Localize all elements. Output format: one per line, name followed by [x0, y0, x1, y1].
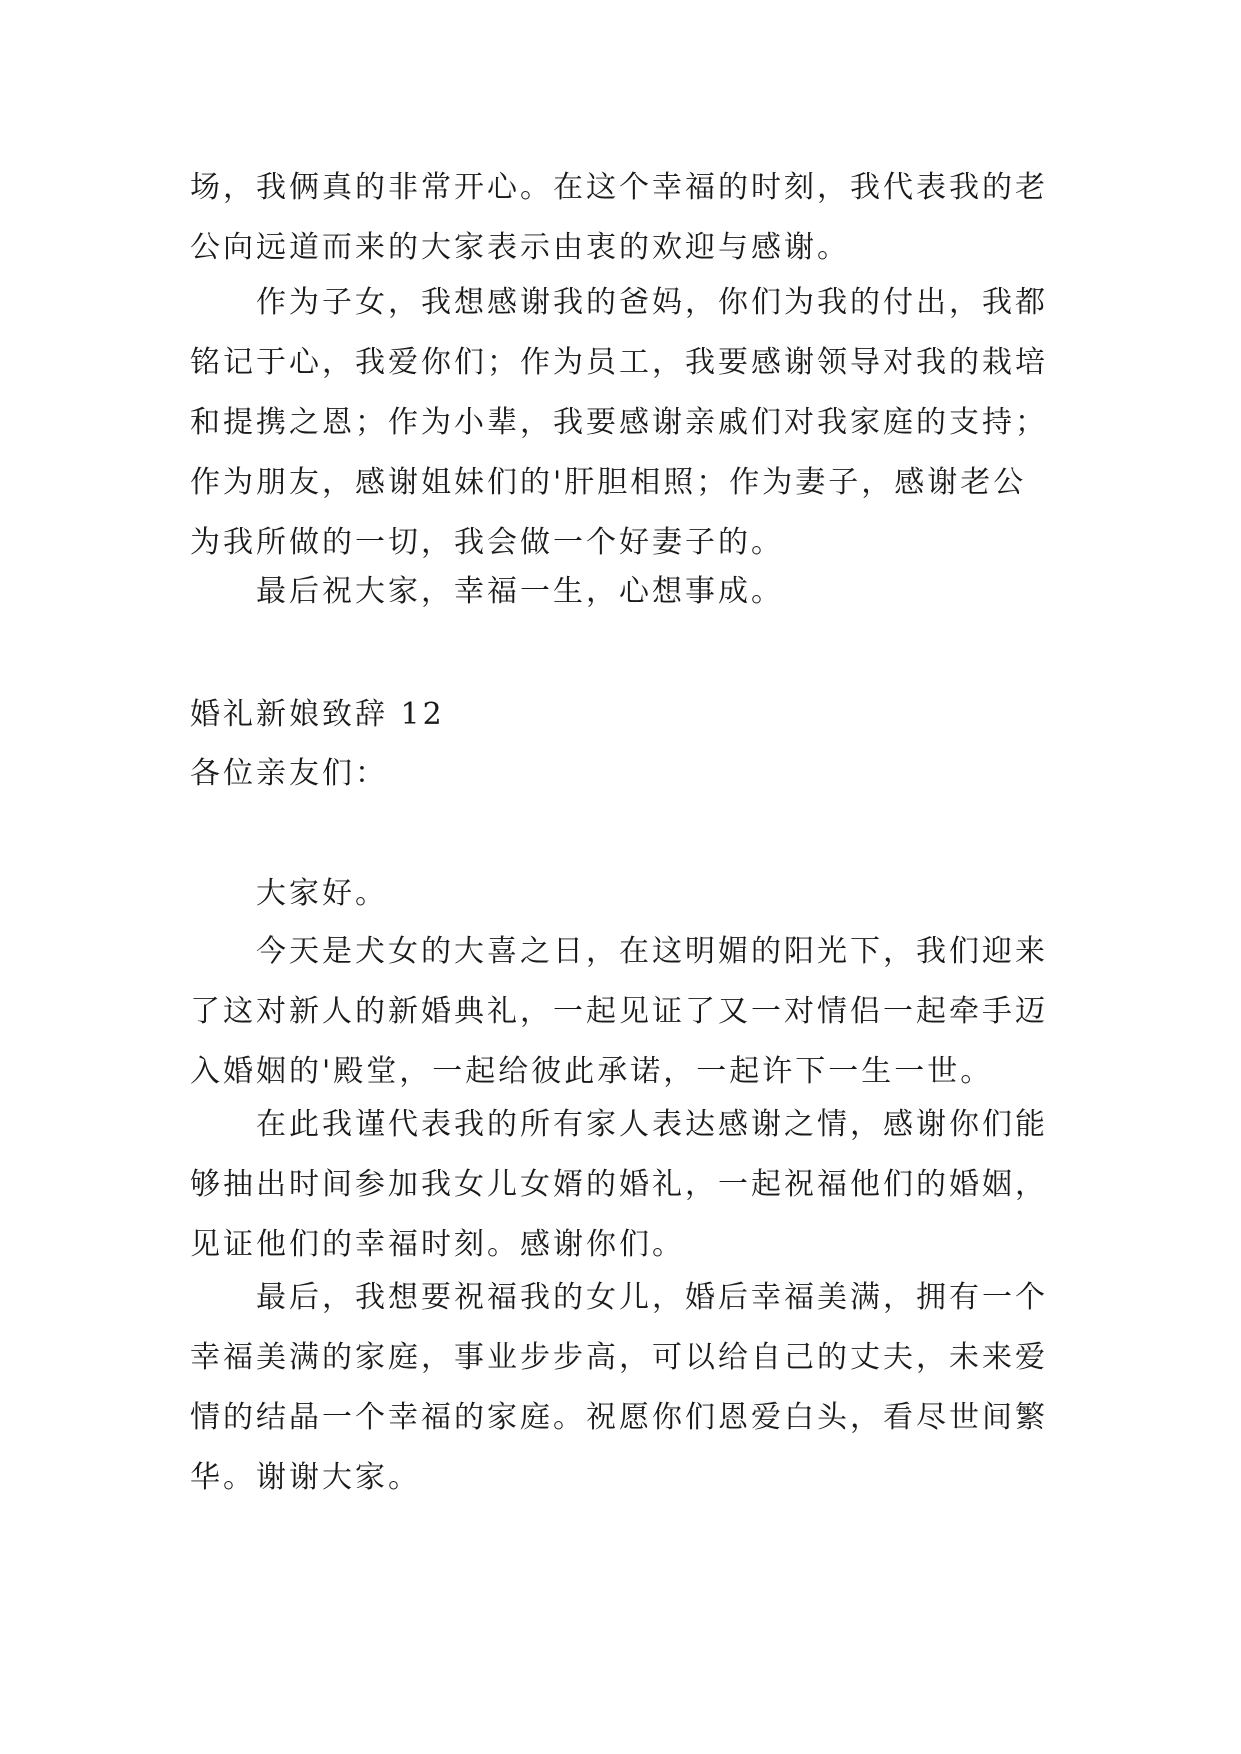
- text-line: 作为子女，我想感谢我的爸妈，你们为我的付出，我都: [256, 285, 1048, 320]
- text-line: 幸福美满的家庭，事业步步高，可以给自己的丈夫，未来爱: [190, 1340, 1048, 1375]
- paragraph-blessing: [190, 1268, 1062, 1508]
- text-line: 场，我俩真的非常开心。在这个幸福的时刻，我代表我的老: [190, 170, 1048, 205]
- text-line: 和提携之恩；作为小辈，我要感谢亲戚们对我家庭的支持；: [190, 405, 1048, 440]
- paragraph-greeting: [190, 864, 1062, 924]
- text-line: 今天是犬女的大喜之日，在这明媚的阳光下，我们迎来: [256, 934, 1048, 969]
- text-line: 在此我谨代表我的所有家人表达感谢之情，感谢你们能: [256, 1107, 1048, 1142]
- text-line: 公向远道而来的大家表示由衷的欢迎与感谢。: [190, 230, 850, 265]
- section-heading: [190, 685, 1062, 745]
- text-line: 情的结晶一个幸福的家庭。祝愿你们恩爱白头，看尽世间繁: [190, 1400, 1048, 1435]
- paragraph-gratitude: [190, 1095, 1062, 1275]
- text-line: 铭记于心，我爱你们；作为员工，我要感谢领导对我的栽培: [190, 345, 1048, 380]
- text-line: 为我所做的一切，我会做一个好妻子的。: [190, 525, 784, 560]
- salutation: [190, 744, 1062, 804]
- text-line: 华。谢谢大家。: [190, 1460, 421, 1495]
- text-line: 见证他们的幸福时刻。感谢你们。: [190, 1227, 685, 1262]
- salutation-text: 各位亲友们：: [190, 756, 388, 791]
- text-line: 作为朋友，感谢姐妹们的'肝胆相照；作为妻子，感谢老公: [190, 465, 1027, 500]
- text-line: 最后，我想要祝福我的女儿，婚后幸福美满，拥有一个: [256, 1280, 1048, 1315]
- text-line: 够抽出时间参加我女儿女婿的婚礼，一起祝福他们的婚姻，: [190, 1167, 1048, 1202]
- text-line: 大家好。: [256, 876, 388, 911]
- text-line: 了这对新人的新婚典礼，一起见证了又一对情侣一起牵手迈: [190, 994, 1048, 1029]
- paragraph-continuation: [190, 158, 1062, 278]
- text-line: 最后祝大家，幸福一生，心想事成。: [256, 574, 784, 609]
- section-title: 婚礼新娘致辞 12: [190, 697, 445, 732]
- paragraph-closing: [190, 562, 1062, 622]
- paragraph-thanks: [190, 273, 1062, 573]
- text-line: 入婚姻的'殿堂，一起给彼此承诺，一起许下一生一世。: [190, 1054, 994, 1089]
- paragraph-occasion: [190, 922, 1062, 1102]
